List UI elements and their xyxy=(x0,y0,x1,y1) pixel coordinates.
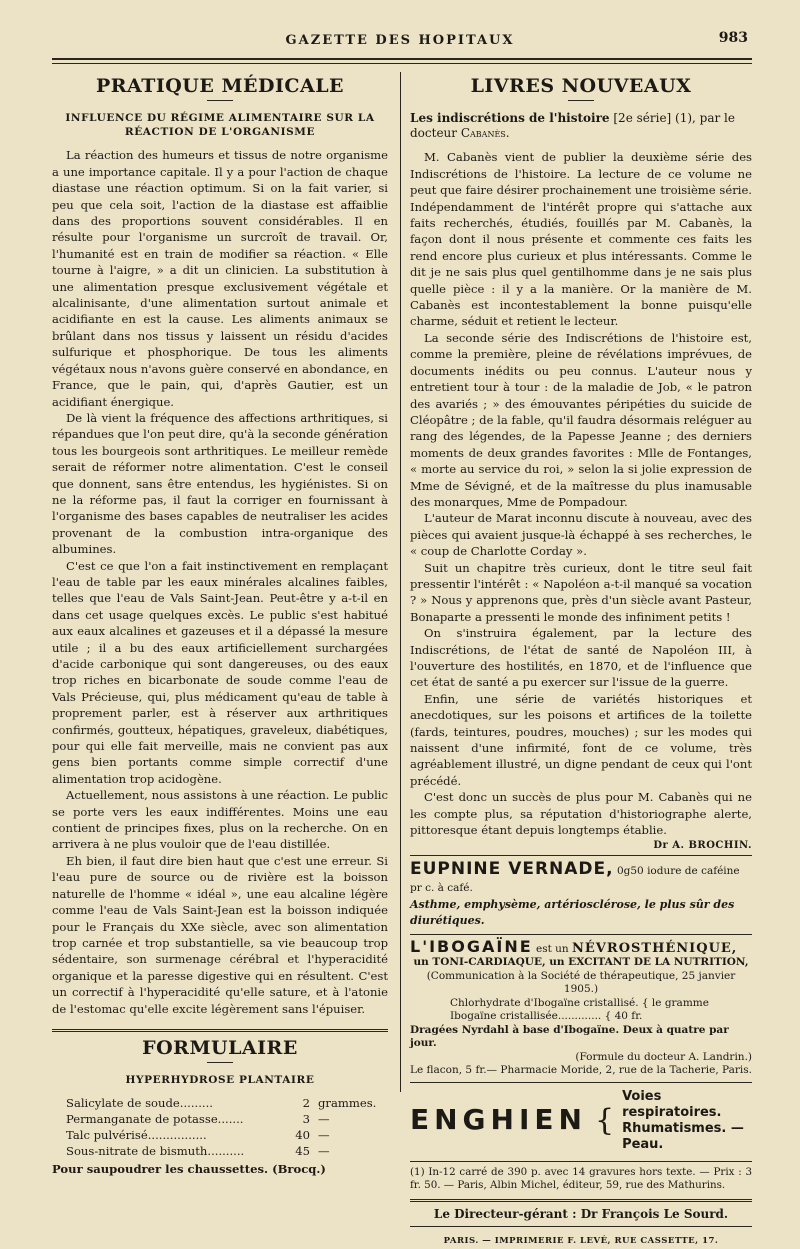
ad-eupnine-desc: 0g50 iodure de caféine pr c. à café. xyxy=(410,864,740,895)
formula-qty: 3 xyxy=(302,1112,310,1127)
header-rule-thin xyxy=(52,63,752,64)
printer-line: PARIS. — IMPRIMERIE F. LEVÉ, RUE CASSETTE, 17. xyxy=(443,1235,719,1246)
article-title: INFLUENCE DU RÉGIME ALIMENTAIRE SUR LA RÉACTION DE L'ORGANISME xyxy=(65,112,375,139)
ad-ibogaine xyxy=(410,934,752,1082)
ad-ibogaine-brand: L'IBOGAÏNE xyxy=(410,936,533,956)
column-divider xyxy=(400,72,401,1092)
section-title-formulaire: FORMULAIRE xyxy=(142,1036,298,1059)
review-paragraph: C'est donc un succès de plus pour M. Cabanès qui ne les compte plus, sa réputation d'historiographe alerte, pittoresque étant depuis longtemps établie. xyxy=(410,790,752,838)
formula-table xyxy=(52,1095,388,1159)
review-paragraph: On s'instruira également, par la lecture des Indiscrétions, de l'état de santé de Napoléon III, à l'ouverture des hostilités, en 1870, et de l'influence que cet état de santé a pu exercer sur l'issue de la guerre. xyxy=(410,626,752,690)
left-column xyxy=(52,70,388,1178)
title-rule xyxy=(207,100,233,101)
ad-enghien-line: Voies respiratoires. xyxy=(622,1088,722,1120)
ad-eupnine-note: Asthme, emphysème, artériosclérose, le plus sûr des diurétiques. xyxy=(410,897,735,928)
book-author: Cabanès. xyxy=(460,126,510,141)
page-number: 983 xyxy=(718,30,748,46)
book-title: Les indiscrétions de l'histoire xyxy=(410,111,610,126)
formula-qty: 45 xyxy=(295,1144,310,1159)
formula-footer: Pour saupoudrer les chaussettes. (Brocq.) xyxy=(52,1162,326,1177)
book-heading xyxy=(410,111,752,141)
ad-enghien-lines xyxy=(622,1089,752,1153)
ad-ibogaine-claim: NÉVROSTHÉNIQUE, xyxy=(572,940,738,956)
formula-ingredient: Salicylate de soude......... xyxy=(66,1096,213,1111)
ad-ibogaine-line: un TONI-CARDIAQUE, un EXCITANT DE LA NUTRITION, xyxy=(413,956,749,968)
running-head: GAZETTE DES HOPITAUX xyxy=(285,33,515,48)
review-paragraph: La seconde série des Indiscrétions de l'histoire est, comme la première, pleine de révélations imprévues, de documents inédits ou peu connus. L'auteur nous y entretient tour à tour : de la maladie de Job, « le patron des avariés ; » des émouvantes péripéties du suicide de Cléopâtre ; de la fable, qu'il faudra désormais reléguer au rang des légendes, de la Papesse Jeanne ; des derniers moments de deux grandes favorites : Mlle de Fontanges, « morte au service du roi, » selon la si jolie expression de Mme de Sévigné, et de la maîtresse du plus inamusable des monarques, Mme de Pompadour. xyxy=(410,330,752,509)
right-column xyxy=(410,70,752,1249)
ad-enghien-brand: ENGHIEN xyxy=(410,1103,587,1137)
article-paragraph: C'est ce que l'on a fait instinctivement en remplaçant l'eau de table par les eaux minérales alcalines faibles, telles que l'eau de Vals Saint-Jean. Peut-être y a-t-il en dans cet usage quelques excès. Le public s'est habitué aux eaux alcalines et gazeuses et il a dépassé la mesure utile ; il a bu des eaux artificiellement surchargées d'acide carbonique qui sont dangereuses, ou des eaux trop riches en bicarbonate de soude comme l'eau de Vals Précieuse, qui, plus médicament qu'eau de table à proprement parler, est à réserver aux arthritiques confirmés, goutteux, hépatiques, graveleux, diabétiques, pour qui elle fait merveille, mais ne convient pas aux gens bien portants comme simple correctif d'une alimentation trop acidogène. xyxy=(52,558,388,786)
director-line: Le Directeur-gérant : Dr François Le Sourd. xyxy=(410,1199,752,1227)
book-heading-rest: [2e série] (1), par le docteur xyxy=(410,111,735,141)
formula-unit: — xyxy=(318,1112,330,1127)
formula-ingredient: Talc pulvérisé................ xyxy=(66,1128,207,1143)
ad-enghien xyxy=(410,1082,752,1159)
formula-row xyxy=(52,1095,388,1111)
formula-row xyxy=(52,1143,388,1159)
header-rule xyxy=(52,58,752,60)
formula-unit: grammes. xyxy=(318,1096,377,1111)
section-title-livres: LIVRES NOUVEAUX xyxy=(470,75,692,97)
review-signature: Dr A. BROCHIN. xyxy=(653,840,752,852)
review-paragraph: Enfin, une série de variétés historiques et anecdotiques, sur les poisons et artifices de la toilette (fards, teintures, poudres, mouches) ; sur les modes qui naissent d'une infirmité, font de ce volume, très agréablement illustré, un digne pendant de ceux qui l'ont précédé. xyxy=(410,691,752,788)
formula-ingredient: Sous-nitrate de bismuth.......... xyxy=(66,1144,245,1159)
ad-ibogaine-line: Le flacon, 5 fr.— Pharmacie Moride, 2, rue de la Tacherie, Paris. xyxy=(410,1064,752,1076)
ad-ibogaine-est: est un xyxy=(532,942,573,955)
formula-row xyxy=(52,1111,388,1127)
brace-icon: { xyxy=(594,1102,615,1138)
article-paragraph: De là vient la fréquence des affections arthritiques, si répandues que l'on peut dire, qu'à la seconde génération tous les bourgeois sont arthritiques. Le meilleur remède serait de réformer notre alimentation. C'est le conseil que donnent, sans être entendus, les hygiénistes. Si on ne la réforme pas, il faut la corriger en fournissant à l'organisme des bases capables de neutraliser les acides provenant de la combustion intra-organique des albumines. xyxy=(52,410,388,557)
formula-unit: — xyxy=(318,1144,330,1159)
title-rule xyxy=(207,1062,233,1063)
ad-eupnine-brand: EUPNINE VERNADE, xyxy=(410,858,614,879)
section-divider xyxy=(52,1029,388,1032)
review-paragraph: M. Cabanès vient de publier la deuxième série des Indiscrétions de l'histoire. La lecture de ce volume ne peut que faire désirer prochainement une troisième série. Indépendamment de l'intérêt propre qui s'attache aux faits recherchés, étudiés, fouillés par M. Cabanès, la façon dont il nous présente et commente ces faits les rend encore plus curieux et plus intéressants. Comme le dit je ne sais plus quel gentilhomme dans je ne sais plus quelle pièce : il y a la manière. Or la manière de M. Cabanès est incontestablement la bonne puisqu'elle charme, séduit et retient le lecteur. xyxy=(410,150,752,329)
ad-ibogaine-line: (Communication à la Société de thérapeutique, 25 janvier 1905.) xyxy=(426,969,736,995)
formula-qty: 2 xyxy=(302,1096,310,1111)
article-paragraph: Actuellement, nous assistons à une réaction. Le public se porte vers les eaux indifférentes. Moins une eau contient de principes fixes, plus on la recherche. On en arrivera à ne plus vouloir que de l'eau distillée. xyxy=(52,788,388,852)
title-rule xyxy=(568,100,594,101)
ad-ibogaine-line: Chlorhydrate d'Ibogaïne cristallisé. { le gramme xyxy=(450,996,709,1009)
ad-ibogaine-line: (Formule du docteur A. Landrin.) xyxy=(575,1050,752,1063)
ad-eupnine xyxy=(410,855,752,934)
formula-subtitle: HYPERHYDROSE PLANTAIRE xyxy=(125,1074,315,1087)
formula-unit: — xyxy=(318,1128,330,1143)
ad-ibogaine-line: Dragées Nyrdahl à base d'Ibogaïne. Deux à quatre par jour. xyxy=(410,1023,729,1049)
article-paragraph: Eh bien, il faut dire bien haut que c'est une erreur. Si l'eau pure de source ou de rivière est la boisson naturelle de l'homme « idéal », une eau alcaline légère comme l'eau de Vals Saint-Jean est la boisson indiquée pour le Français du XXe siècle, avec son alimentation trop carnée et trop substantielle, sa vie beaucoup trop sédentaire, son surmenage cérébral et l'hyperacidité organique et la paresse digestive qui en résultent. C'est un correctif à l'hyperacidité qu'elle sature, et à l'atonie de l'estomac qu'elle excite légèrement sans l'épuiser. xyxy=(52,853,388,1016)
ad-ibogaine-line: Ibogaïne cristallisée............. { 40 fr. xyxy=(450,1010,643,1022)
review-paragraph: L'auteur de Marat inconnu discute à nouveau, avec des pièces qui avaient jusque-là échappé à ses recherches, le « coup de Charlotte Corday ». xyxy=(410,511,752,559)
review-paragraph: Suit un chapitre très curieux, dont le titre seul fait pressentir l'intérêt : « Napoléon a-t-il manqué sa vocation ? » Nous y apprenons que, près d'un siècle avant Pasteur, Bonaparte a pressenti le monde des infiniment petits ! xyxy=(410,560,752,624)
ad-enghien-line: Rhumatismes. — Peau. xyxy=(622,1120,744,1152)
formula-row xyxy=(52,1127,388,1143)
section-title-pratique: PRATIQUE MÉDICALE xyxy=(95,75,345,97)
article-paragraph: La réaction des humeurs et tissus de notre organisme a une importance capitale. Il y a pour l'action de chaque diastase une réaction optimum. Si on la fait varier, si peu que cela soit, l'action de la diastase est affaiblie dans des proportions souvent considérables. Il en résulte pour l'organisme un surcroît de travail. Or, l'humanité est en train de modifier sa réaction. « Elle tourne à l'aigre, » a dit un clinicien. La substitution à une alimentation presque exclusivement végétale et alcalinisante, d'une alimentation surtout animale et acidifiante en est la cause. Les aliments animaux se brûlant dans nos tissus y laissent un résidu d'acides sulfurique et phosphorique. De tous les aliments végétaux nous n'avons guère conservé en abondance, en France, que le pain, qui, d'après Gautier, est un acidifiant énergique. xyxy=(52,148,388,409)
formula-ingredient: Permanganate de potasse....... xyxy=(66,1112,244,1127)
formula-qty: 40 xyxy=(295,1128,310,1143)
footnote: (1) In-12 carré de 390 p. avec 14 gravures hors texte. — Prix : 3 fr. 50. — Paris, Albin Michel, éditeur, 59, rue des Mathurins. xyxy=(410,1161,752,1193)
